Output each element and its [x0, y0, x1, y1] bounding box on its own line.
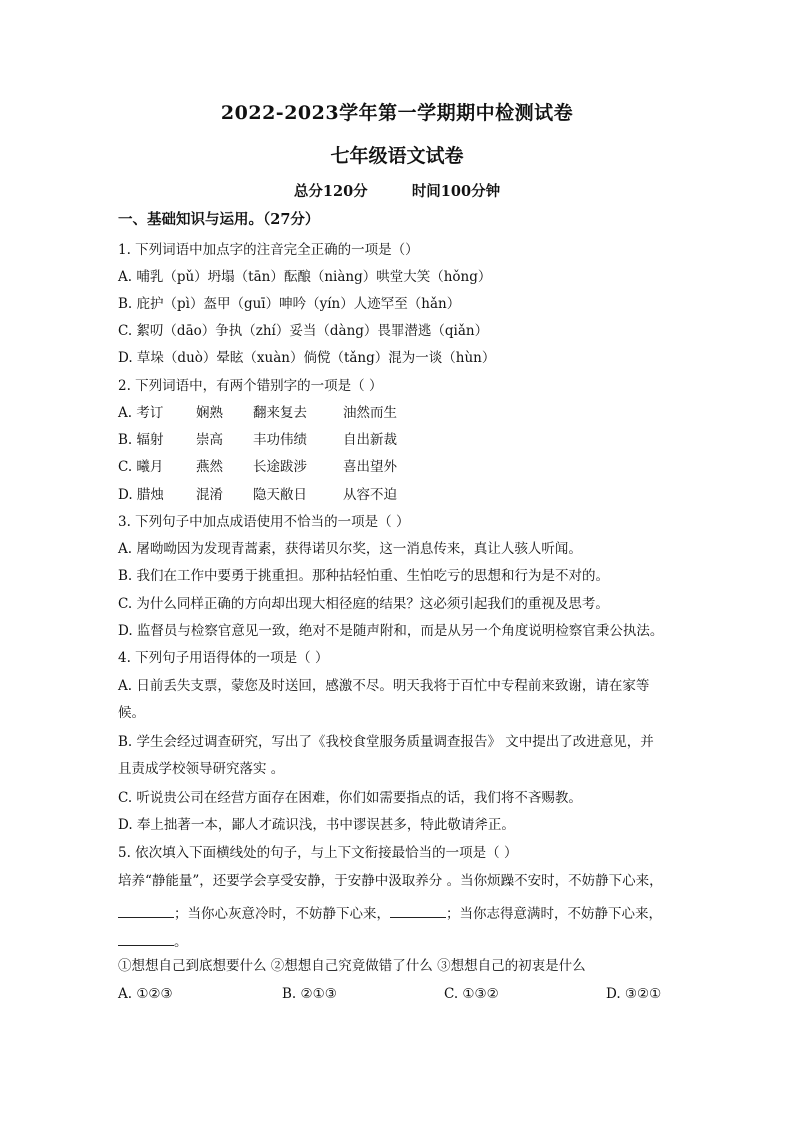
question-2-stem: 2. 下列词语中，有两个错别字的一项是（ ） [118, 378, 383, 394]
q2-option-d-word4: 从容不迫 [343, 487, 397, 503]
exam-subtitle: 七年级语文试卷 [330, 145, 464, 167]
q2-option-c-word1: C. 曦月 [118, 459, 164, 475]
fill-blank-1 [118, 904, 174, 918]
q3-option-d: D. 监督员与检察官意见一致，绝对不是随声附和，而是从另一个角度说明检察官秉公执法。 [118, 623, 664, 639]
q2-option-d-word2: 混淆 [196, 487, 223, 503]
q5-passage-end: 。 [174, 934, 188, 950]
question-1-stem: 1. 下列词语中加点字的注音完全正确的一项是（） [118, 242, 419, 258]
q4-option-b-line2: 且责成学校领导研究落实 。 [118, 761, 285, 777]
q2-option-b-word2: 崇高 [196, 432, 223, 448]
q3-option-c: C. 为什么同样正确的方向却出现大相径庭的结果？这必须引起我们的重视及思考。 [118, 596, 609, 612]
q5-passage-line2 [118, 904, 662, 923]
q5-answer-b: B. ②①③ [282, 986, 337, 1002]
q5-passage-segment: ；当你心灰意冷时，不妨静下心来， [174, 906, 390, 922]
q4-option-a-line1: A. 日前丢失支票，蒙您及时送回，感激不尽。明天我将于百忙中专程前来致谢，请在家等 [118, 678, 650, 694]
question-3-stem: 3. 下列句子中加点成语使用不恰当的一项是（ ） [118, 514, 410, 530]
q2-option-a-word4: 油然而生 [343, 405, 397, 421]
q2-option-a-word3: 翻来复去 [253, 405, 307, 421]
q2-option-d-word3: 隐天敝日 [253, 487, 307, 503]
fill-blank-2 [390, 904, 446, 918]
section-heading: 一、基础知识与运用。（27分） [118, 211, 320, 228]
q4-option-d: D. 奉上拙著一本，鄙人才疏识浅，书中谬误甚多，特此敬请斧正。 [118, 817, 515, 833]
exam-meta [0, 180, 794, 201]
q5-passage-segment: ；当你志得意满时，不妨静下心来， [446, 906, 662, 922]
q2-option-c-word3: 长途跋涉 [253, 459, 307, 475]
q1-option-c: C. 絮叨（dāo）争执（zhí）妥当（dàng）畏罪潜逃（qiǎn） [118, 323, 489, 339]
q3-option-a: A. 屠呦呦因为发现青蒿素，获得诺贝尔奖，这一消息传来，真让人骇人听闻。 [118, 541, 582, 557]
question-4-stem: 4. 下列句子用语得体的一项是（ ） [118, 650, 329, 666]
q4-option-a-line2: 候。 [118, 705, 145, 721]
q4-option-b-line1: B. 学生会经过调查研究，写出了《我校食堂服务质量调查报告》 文中提出了改进意见，并 [118, 734, 654, 750]
fill-blank-3 [118, 932, 174, 946]
q5-answer-a: A. ①②③ [118, 986, 173, 1002]
q2-option-b-word3: 丰功伟绩 [253, 432, 307, 448]
q5-passage-line3 [118, 932, 188, 951]
question-5-stem: 5. 依次填入下面横线处的句子，与上下文衔接最恰当的一项是（ ） [118, 845, 518, 861]
q2-option-c-word2: 燕然 [196, 459, 223, 475]
q5-answer-d: D. ③②① [606, 986, 662, 1002]
q2-option-c-word4: 喜出望外 [343, 459, 397, 475]
q5-answer-c: C. ①③② [444, 986, 499, 1002]
q2-option-b-word1: B. 辐射 [118, 432, 164, 448]
q1-option-b: B. 庇护（pì）盔甲（guī）呻吟（yín）人迹罕至（hǎn） [118, 296, 461, 312]
q4-option-c: C. 听说贵公司在经营方面存在困难，你们如需要指点的话，我们将不吝赐教。 [118, 790, 582, 806]
q1-option-a: A. 哺乳（pǔ）坍塌（tān）酝酿（niàng）哄堂大笑（hǒng） [118, 269, 492, 285]
q5-choices: ①想想自己到底想要什么 ②想想自己究竟做错了什么 ③想想自己的初衷是什么 [118, 958, 586, 974]
total-score: 总分120分 [293, 183, 368, 200]
q2-option-d-word1: D. 腊烛 [118, 487, 164, 503]
q2-option-a-word2: 娴熟 [196, 405, 223, 421]
q2-option-b-word4: 自出新裁 [343, 432, 397, 448]
exam-title: 2022-2023学年第一学期期中检测试卷 [220, 102, 574, 124]
time-limit: 时间100分钟 [411, 183, 501, 200]
q5-passage-line1: 培养“静能量”，还要学会享受安静，于安静中汲取养分 。当你烦躁不安时，不妨静下心来， [118, 873, 663, 889]
q2-option-a-word1: A. 考订 [118, 405, 164, 421]
q1-option-d: D. 草垛（duò）晕眩（xuàn）倘傥（tǎng）混为一谈（hùn） [118, 350, 496, 366]
q3-option-b: B. 我们在工作中要勇于挑重担。那种拈轻怕重、生怕吃亏的思想和行为是不对的。 [118, 568, 610, 584]
